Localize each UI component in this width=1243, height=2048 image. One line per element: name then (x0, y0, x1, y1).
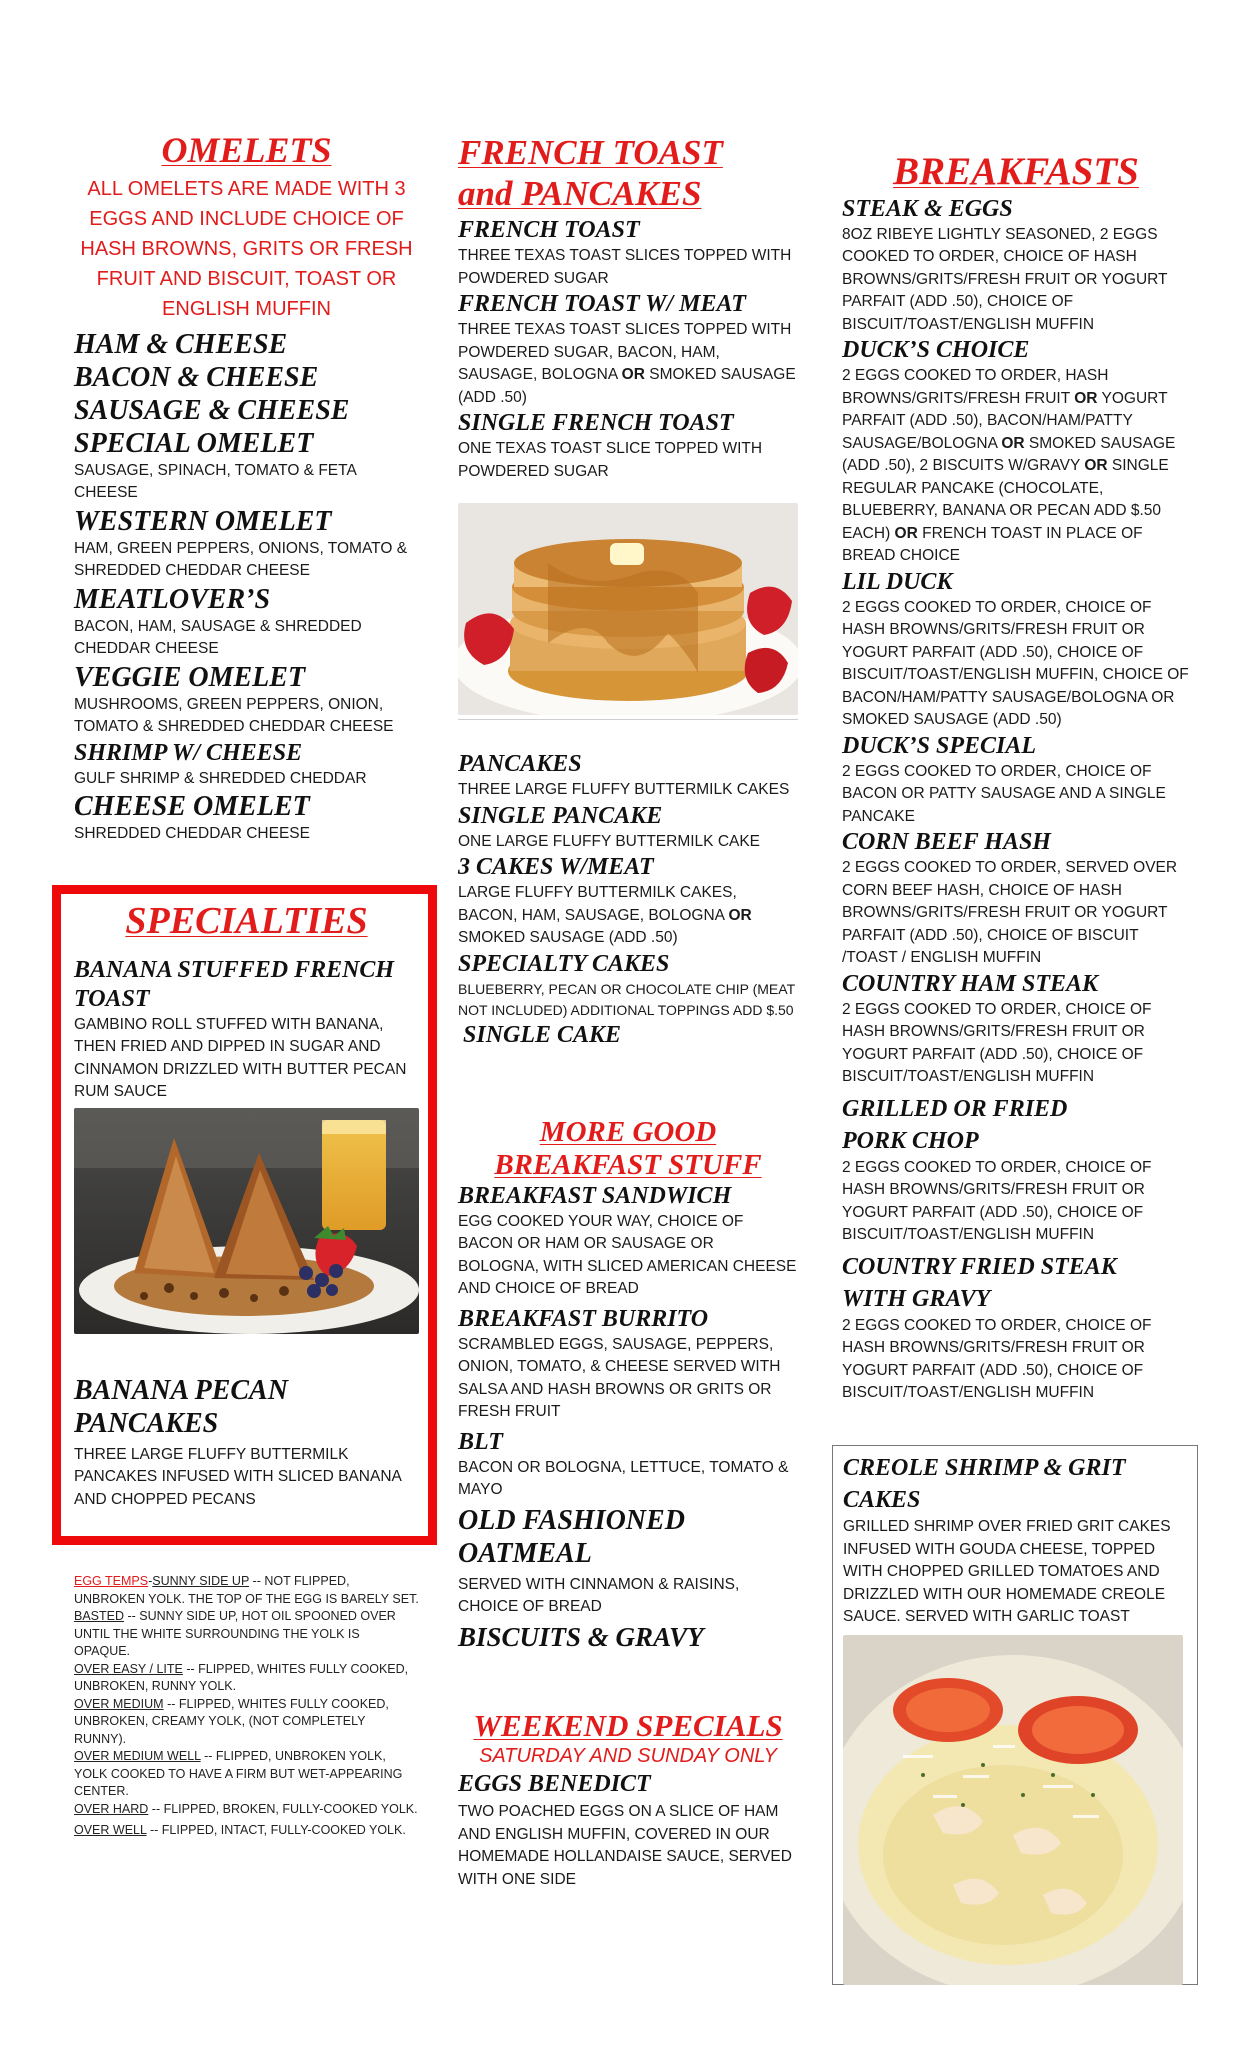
more-good-title-line1: MORE GOOD (539, 1115, 717, 1148)
egg-temp-sunny: EGG TEMPS-SUNNY SIDE UP -- NOT FLIPPED, UNBROKEN YOLK. THE TOP OF THE EGG IS BARELY SET. (74, 1574, 419, 1606)
creole-desc: GRILLED SHRIMP OVER FRIED GRIT CAKES INFUSED WITH GOUDA CHEESE, TOPPED WITH CHOPPED GRILLED TOMATOES AND DRIZZLED WITH OUR HOMEMADE CREOLE SAUCE. SERVED WITH GARLIC TOAST (843, 1518, 1171, 1625)
banana-french-toast-photo (74, 1108, 419, 1334)
french-toast-title-line2: and PANCAKES (458, 174, 702, 213)
desc-or: OR (1074, 389, 1098, 407)
specialties-title: SPECIALTIES (125, 900, 368, 942)
menu-item-name: HAM & CHEESE (74, 328, 288, 360)
menu-item-name: LIL DUCK (842, 568, 953, 595)
egg-temp-over-medium-well (74, 1748, 419, 1801)
french-toast-title (458, 132, 798, 214)
menu-item-name: SINGLE CAKE (463, 1021, 622, 1048)
weekend-title: WEEKEND SPECIALS (473, 1707, 783, 1743)
menu-item-desc (842, 365, 1190, 568)
weekend-subtitle: SATURDAY AND SUNDAY ONLY (479, 1745, 777, 1768)
desc-part: SMOKED SAUSAGE (ADD .50) (458, 366, 796, 406)
menu-item-desc: ONE TEXAS TOAST SLICE TOPPED WITH POWDERED SUGAR (458, 440, 763, 480)
egg-temp-basted (74, 1608, 419, 1661)
egg-temp-label: OVER MEDIUM (74, 1696, 164, 1711)
specialty-desc: GAMBINO ROLL STUFFED WITH BANANA, THEN FRIED AND DIPPED IN SUGAR AND CINNAMON DRIZZLED WITH BUTTER PECAN RUM SAUCE (74, 1015, 407, 1101)
omelets-subtitle: ALL OMELETS ARE MADE WITH 3 EGGS AND INCLUDE CHOICE OF HASH BROWNS, GRITS OR FRESH FRUIT AND BISCUIT, TOAST OR ENGLISH MUFFIN (80, 177, 413, 320)
desc-part: SMOKED SAUSAGE (ADD .50), 2 BISCUITS W/GRAVY (842, 434, 1176, 475)
menu-item-desc: BACON, HAM, SAUSAGE & SHREDDED CHEDDAR CHEESE (74, 617, 362, 658)
menu-item-name: PANCAKES (458, 751, 582, 777)
egg-temp-text: -- FLIPPED, WHITES FULLY COOKED, UNBROKEN, CREAMY YOLK, (NOT COMPLETELY RUNNY). (74, 1696, 389, 1746)
menu-item-desc: SHREDDED CHEDDAR CHEESE (74, 825, 310, 843)
omelets-section (74, 132, 419, 846)
menu-item-name: EGGS BENEDICT (458, 1771, 651, 1798)
breakfasts-title: BREAKFASTS (893, 150, 1139, 193)
menu-item-desc: BLUEBERRY, PECAN OR CHOCOLATE CHIP (MEAT NOT INCLUDED) ADDITIONAL TOPPINGS ADD $.50 (458, 980, 795, 1018)
desc-part: LARGE FLUFFY BUTTERMILK CAKES, BACON, HAM, SAUSAGE, BOLOGNA (458, 884, 737, 924)
breakfasts-section (842, 152, 1190, 1405)
menu-item-name: COUNTRY FRIED STEAK WITH GRAVY (842, 1253, 1117, 1312)
specialty-name: BANANA STUFFED FRENCH TOAST (74, 956, 395, 1012)
menu-item-desc: SERVED WITH CINNAMON & RAISINS, CHOICE OF BREAD (458, 1575, 740, 1615)
menu-item-desc: MUSHROOMS, GREEN PEPPERS, ONION, TOMATO & SHREDDED CHEDDAR CHEESE (74, 695, 394, 736)
egg-temps-label: EGG TEMPS (74, 1574, 149, 1588)
specialties-box (52, 885, 437, 1545)
menu-item-name: MEATLOVER’S (74, 583, 271, 615)
menu-item-name: FRENCH TOAST (458, 217, 640, 243)
desc-part: SMOKED SAUSAGE (ADD .50) (458, 929, 678, 946)
egg-temp-label: OVER MEDIUM WELL (74, 1749, 201, 1763)
specialty-name: BANANA PECAN PANCAKES (74, 1374, 288, 1439)
desc-part: FRENCH TOAST IN PLACE OF BREAD CHOICE (842, 524, 1143, 565)
menu-item-name: GRILLED OR FRIED PORK CHOP (842, 1095, 1068, 1154)
menu-item-name: SPECIALTY CAKES (458, 950, 670, 977)
menu-item-name: VEGGIE OMELET (74, 661, 306, 693)
egg-temp-over-medium (74, 1696, 419, 1749)
french-toast-section (458, 132, 798, 1891)
menu-item-desc: BACON OR BOLOGNA, LETTUCE, TOMATO & MAYO (458, 1458, 789, 1498)
weekend-section (458, 1707, 798, 1892)
egg-temps (74, 1573, 419, 1840)
menu-item-name: SAUSAGE & CHEESE (74, 394, 350, 426)
menu-item-name: FRENCH TOAST W/ MEAT (458, 291, 746, 317)
egg-temp-over-easy (74, 1661, 419, 1696)
more-good-title (458, 1116, 798, 1182)
egg-temp-text: -- SUNNY SIDE UP, HOT OIL SPOONED OVER UNTIL THE WHITE SURROUNDING THE YOLK IS OPAQUE. (74, 1609, 396, 1658)
egg-temp-text: -- FLIPPED, UNBROKEN YOLK, YOLK COOKED TO HAVE A FIRM BUT WET-APPEARING CENTER. (74, 1749, 403, 1798)
egg-temp-over-well (74, 1822, 419, 1840)
pancakes-list (458, 750, 798, 1050)
menu-item-desc: 2 EGGS COOKED TO ORDER, SERVED OVER CORN BEEF HASH, CHOICE OF HASH BROWNS/GRITS/FRESH FRUIT OR YOGURT PARFAIT (ADD .50), CHOICE OF BISCUIT /TOAST / ENGLISH MUFFIN (842, 859, 1178, 967)
specialty-desc: THREE LARGE FLUFFY BUTTERMILK PANCAKES INFUSED WITH SLICED BANANA AND CHOPPED PECANS (74, 1445, 401, 1508)
egg-temp-label: OVER EASY / LITE (74, 1661, 183, 1676)
egg-temp-text: -- FLIPPED, BROKEN, FULLY-COOKED YOLK. (148, 1801, 418, 1816)
menu-item-desc: THREE TEXAS TOAST SLICES TOPPED WITH POWDERED SUGAR (458, 247, 792, 287)
desc-or: OR (1001, 434, 1025, 452)
creole-box (832, 1445, 1198, 1985)
egg-temp-label: OVER HARD (74, 1801, 149, 1816)
menu-item-desc (458, 882, 798, 950)
desc-or: OR (894, 524, 918, 542)
menu-item-name: SPECIAL OMELET (74, 427, 314, 459)
menu-item-desc: GULF SHRIMP & SHREDDED CHEDDAR (74, 769, 367, 787)
menu-item-name: BISCUITS & GRAVY (458, 1621, 704, 1652)
creole-shrimp-image-icon (843, 1635, 1183, 1985)
menu-item-desc: 2 EGGS COOKED TO ORDER, CHOICE OF HASH BROWNS/GRITS/FRESH FRUIT OR YOGURT PARFAIT (ADD .50), CHOICE OF BISCUIT/TOAST/ENGLISH MUFFIN (842, 1000, 1152, 1086)
divider (458, 719, 798, 720)
menu-item-desc: 2 EGGS COOKED TO ORDER, CHOICE OF BACON OR PATTY SAUSAGE AND A SINGLE PANCAKE (842, 762, 1166, 825)
menu-item-name: SHRIMP W/ CHEESE (74, 739, 303, 766)
desc-or: OR (621, 366, 645, 383)
omelets-list (74, 328, 419, 846)
menu-item-name: DUCK’S SPECIAL (842, 732, 1037, 759)
menu-item-name: CHEESE OMELET (74, 791, 310, 823)
menu-item-desc: SAUSAGE, SPINACH, TOMATO & FETA CHEESE (74, 461, 356, 502)
menu-item-desc: 8OZ RIBEYE LIGHTLY SEASONED, 2 EGGS COOKED TO ORDER, CHOICE OF HASH BROWNS/GRITS/FRESH FRUIT OR YOGURT PARFAIT (ADD .50), CHOICE OF BISCUIT/TOAST/ENGLISH MUFFIN (842, 225, 1168, 333)
egg-temp-label: SUNNY SIDE UP (152, 1574, 250, 1588)
menu-item-name: BREAKFAST BURRITO (458, 1305, 709, 1332)
desc-part: 2 EGGS COOKED TO ORDER, HASH BROWNS/GRITS/FRESH FRUIT (842, 367, 1109, 407)
desc-part: THREE TEXAS TOAST SLICES TOPPED WITH POWDERED SUGAR, BACON, HAM, SAUSAGE, BOLOGNA (458, 321, 792, 383)
menu-item-desc: TWO POACHED EGGS ON A SLICE OF HAM AND ENGLISH MUFFIN, COVERED IN OUR HOMEMADE HOLLANDAISE SAUCE, SERVED WITH ONE SIDE (458, 1803, 792, 1888)
egg-temp-text: -- FLIPPED, WHITES FULLY COOKED, UNBROKEN, RUNNY YOLK. (74, 1661, 409, 1693)
menu-item-desc: 2 EGGS COOKED TO ORDER, CHOICE OF HASH BROWNS/GRITS/FRESH FRUIT OR YOGURT PARFAIT (ADD .50), CHOICE OF BISCUIT/TOAST/ENGLISH MUFFIN (842, 1158, 1152, 1244)
menu-item-name: BACON & CHEESE (74, 361, 319, 393)
menu-item-desc (458, 319, 798, 409)
menu-item-desc: THREE LARGE FLUFFY BUTTERMILK CAKES (458, 781, 790, 798)
french-toast-title-line1: FRENCH TOAST (458, 133, 723, 172)
menu-item-name: 3 CAKES W/MEAT (458, 854, 654, 880)
pancakes-image-icon (458, 503, 798, 715)
more-good-section (458, 1116, 798, 1652)
creole-name: CREOLE SHRIMP & GRIT CAKES (843, 1455, 1126, 1513)
menu-item-name: DUCK’S CHOICE (842, 337, 1030, 364)
menu-item-name: BLT (458, 1428, 503, 1455)
menu-item-desc: EGG COOKED YOUR WAY, CHOICE OF BACON OR HAM OR SAUSAGE OR BOLOGNA, WITH SLICED AMERICAN CHEESE AND CHOICE OF BREAD (458, 1212, 797, 1297)
menu-item-desc: 2 EGGS COOKED TO ORDER, CHOICE OF HASH BROWNS/GRITS/FRESH FRUIT OR YOGURT PARFAIT (ADD .50), CHOICE OF BISCUIT/TOAST/ENGLISH MUFFIN (842, 1316, 1152, 1402)
menu-item-name: SINGLE FRENCH TOAST (458, 410, 734, 436)
egg-temp-label: OVER WELL (74, 1823, 147, 1837)
egg-temp-text: -- FLIPPED, INTACT, FULLY-COOKED YOLK. (146, 1823, 406, 1837)
desc-part: SINGLE REGULAR PANCAKE (CHOCOLATE, BLUEBERRY, BANANA OR PECAN ADD $.50 EACH) (842, 457, 1169, 542)
menu-item-name: OLD FASHIONED OATMEAL (458, 1504, 685, 1569)
creole-shrimp-photo (843, 1635, 1183, 1985)
menu-item-name: WESTERN OMELET (74, 505, 332, 537)
omelets-title: OMELETS (161, 130, 332, 170)
pancakes-photo (458, 503, 798, 715)
desc-or: OR (728, 906, 752, 924)
menu-item-name: CORN BEEF HASH (842, 829, 1051, 856)
menu-item-name: STEAK & EGGS (842, 195, 1013, 222)
menu-item-name: SINGLE PANCAKE (458, 802, 663, 829)
more-good-title-line2: BREAKFAST STUFF (494, 1148, 762, 1181)
egg-temp-text: -- NOT FLIPPED, UNBROKEN YOLK. THE TOP OF THE EGG IS BARELY SET. (74, 1574, 419, 1606)
menu-item-desc: SCRAMBLED EGGS, SAUSAGE, PEPPERS, ONION, TOMATO, & CHEESE SERVED WITH SALSA AND HASH BROWNS OR GRITS OR FRESH FRUIT (458, 1335, 781, 1420)
menu-item-desc: HAM, GREEN PEPPERS, ONIONS, TOMATO & SHREDDED CHEDDAR CHEESE (74, 539, 408, 580)
menu-item-name: COUNTRY HAM STEAK (842, 970, 1099, 997)
french-toast-image-icon (74, 1108, 419, 1334)
egg-temp-over-hard (74, 1801, 419, 1819)
menu-item-desc: 2 EGGS COOKED TO ORDER, CHOICE OF HASH BROWNS/GRITS/FRESH FRUIT OR YOGURT PARFAIT (ADD .50), CHOICE OF BISCUIT/TOAST/ENGLISH MUFFIN, CHOICE OF BACON/HAM/PATTY SAUSAGE/BOLOGNA OR SMOKED SAUSAGE (ADD .50) (842, 598, 1189, 729)
menu-item-desc: ONE LARGE FLUFFY BUTTERMILK CAKE (458, 832, 761, 850)
egg-temp-label: BASTED (74, 1609, 125, 1623)
desc-or: OR (1084, 457, 1108, 475)
menu-item-name: BREAKFAST SANDWICH (458, 1182, 732, 1209)
desc-part: YOGURT PARFAIT (ADD .50), BACON/HAM/PATTY SAUSAGE/BOLOGNA (842, 389, 1168, 452)
